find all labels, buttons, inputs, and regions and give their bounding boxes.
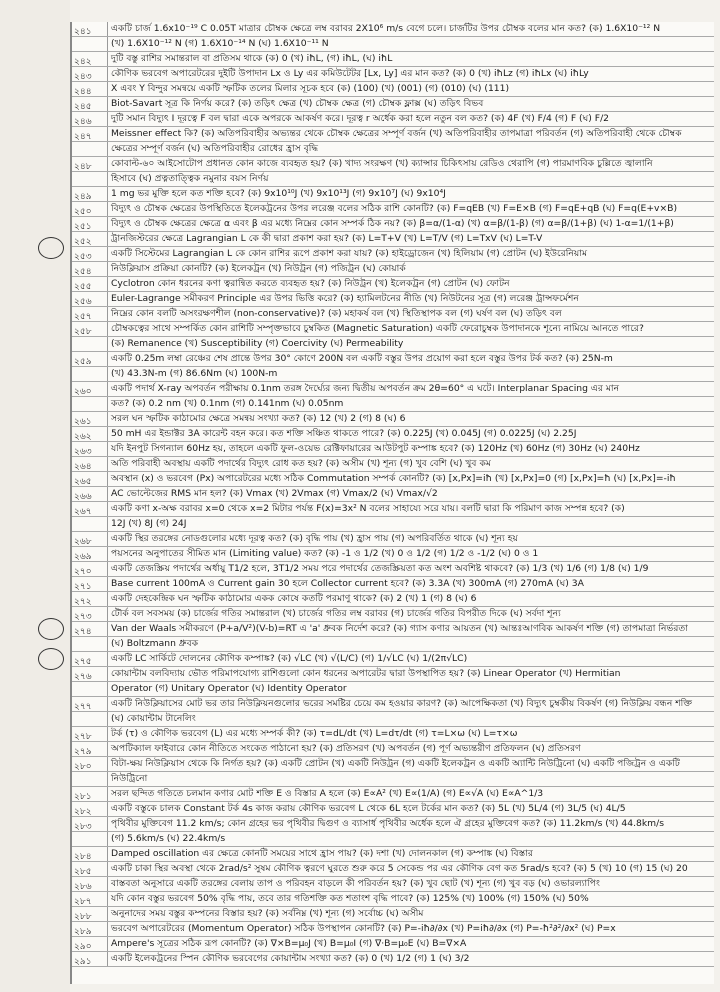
question-number <box>72 337 108 351</box>
question-row <box>72 412 714 427</box>
question-row <box>72 802 714 817</box>
question-text: নিম্নের কোন বলটি অসংরক্ষণশীল (non-conservative)? (ক) মহাকর্ষ বল (খ) স্থিতিস্থাপক বল (গ) ঘর্ষণ বল (ঘ) তড়িৎ বল <box>111 308 562 319</box>
question-text: ভরবেগ অপারেটরের (Momentum Operator) সঠিক উপস্থাপন কোনটি? (ক) P=-iħ∂/∂x (খ) P=iħ∂/∂x (গ) P=-ħ²∂²/∂x² (ঘ) P=x <box>111 923 616 934</box>
question-row <box>72 547 714 562</box>
question-row <box>72 517 714 532</box>
question-number: ২৪৩ <box>72 67 108 81</box>
question-number: ২৭১ <box>72 577 108 591</box>
question-row <box>72 307 714 322</box>
question-number: ২৬৮ <box>72 532 108 546</box>
question-row <box>72 157 714 172</box>
question-number: ২৮৫ <box>72 862 108 876</box>
question-text: 12J (খ) 8J (গ) 24J <box>111 518 187 529</box>
question-text: (গ) 5.6km/s (ঘ) 22.4km/s <box>111 833 226 844</box>
question-number: ২৮৩ <box>72 817 108 831</box>
question-number: ২৬৬ <box>72 487 108 501</box>
question-text: Damped oscillation এর ক্ষেত্রে কোনটি সময়ের সাথে হ্রাস পায়? (ক) দশা (খ) দোলনকাল (গ) কম্পাঙ্ক (ঘ) বিস্তার <box>111 848 533 859</box>
margin-mark-circle <box>38 648 64 670</box>
margin-mark-circle <box>38 618 64 640</box>
question-text: টৌর্ক বল সবসময় (ক) চার্জের গতির সমান্তরাল (খ) চার্জের গতির লম্ব বরাবর (গ) চার্জের গতির বিপরীত দিকে (ঘ) সর্বদা শূন্য <box>111 608 561 619</box>
question-row <box>72 382 714 397</box>
question-row <box>72 52 714 67</box>
question-text: হিসাবে (ঘ) প্রত্নতাত্ত্বিক নমুনার বয়স নির্ণয় <box>111 173 269 184</box>
question-number <box>72 367 108 381</box>
question-text: (ক) Remanence (খ) Susceptibility (গ) Coercivity (ঘ) Permeability <box>111 338 404 349</box>
question-row <box>72 862 714 877</box>
question-row <box>72 877 714 892</box>
question-text: সরল ছন্দিত গতিতে চলমান কণার মোট শক্তি E ও বিস্তার A হলে (ক) E∝A² (খ) E∝(1/A) (গ) E∝√A (ঘ) E∝A^1/3 <box>111 788 544 799</box>
question-text: সরল ঘন স্ফটিক কাঠামোর ক্ষেত্রে সমন্বয় সংখ্যা কত? (ক) 12 (খ) 2 (গ) 8 (ঘ) 6 <box>111 413 406 424</box>
question-number: ২৫৪ <box>72 262 108 276</box>
question-number: ২৭৮ <box>72 727 108 741</box>
question-row <box>72 22 714 37</box>
question-row <box>72 907 714 922</box>
question-number: ২৮০ <box>72 757 108 771</box>
question-number: ২৮৪ <box>72 847 108 861</box>
question-text: অবস্থান (x) ও ভরবেগ (Px) অপারেটরের মধ্যে সঠিক Commutation সম্পর্ক কোনটি? (ক) [x,Px]=iħ (খ) [x,Px]=0 (গ) [x,Px]=ħ (ঘ) [x,Px]=-iħ <box>111 473 676 484</box>
question-text: বিদ্যুৎ ও চৌম্বক ক্ষেত্রের ক্ষেত্রে α এবং β এর মধ্যে নিম্নের কোন সম্পর্ক ঠিক নয়? (ক) β=α/(1-α) (খ) α=β/(1-β) (গ) α=β/(1+β) (ঘ) 1-α=1/(1+β) <box>111 218 674 229</box>
question-text: একটি বস্তুকে চালক Constant টর্ক 4s কাজ করায় কৌণিক ভরবেগ L থেকে 6L হলে টর্কের মান কত? (ক) 5L (খ) 5L/4 (গ) 3L/5 (ঘ) 4L/5 <box>111 803 626 814</box>
question-row <box>72 817 714 832</box>
question-row <box>72 757 714 772</box>
question-number: ২৫৭ <box>72 307 108 321</box>
question-text: কোয়ান্টাম বলবিদ্যায় ভৌত পরিমাপযোগ্য রাশিগুলো কোন ধরনের অপারেটর দ্বারা উপস্থাপিত হয়? (ক) Linear Operator (খ) Hermitian <box>111 668 621 679</box>
question-number: ২৮২ <box>72 802 108 816</box>
question-row <box>72 67 714 82</box>
question-number: ২৭৬ <box>72 667 108 681</box>
question-row <box>72 652 714 667</box>
question-text: (খ) 1.6X10⁻¹² N (গ) 1.6X10⁻¹⁴ N (ঘ) 1.6X10⁻¹¹ N <box>111 38 329 49</box>
question-text: একটি তেজস্ক্রিয় পদার্থের অর্ধায়ু T1/2 হলে, 3T1/2 সময় পরে পদার্থের তেজস্ক্রিয়তা কত অংশ অবশিষ্ট থাকবে? (ক) 1/3 (খ) 1/6 (গ) 1/8 (ঘ) 1/9 <box>111 563 649 574</box>
question-number: ২৪৯ <box>72 187 108 201</box>
question-text: Ampere's সূত্রের সঠিক রূপ কোনটি? (ক) ∇×B=μ₀J (খ) B=μ₀I (গ) ∇·B=μ₀E (ঘ) B=∇×A <box>111 938 467 949</box>
question-number: ২৭৩ <box>72 607 108 621</box>
question-row <box>72 937 714 952</box>
question-text: Meissner effect কি? (ক) অতিপরিবাহীর অভ্যন্তর থেকে চৌম্বক ক্ষেত্রের সম্পূর্ণ বর্জন (খ) অতিপরিবাহীর তাপমাত্রা পরিবর্তন (গ) অতিপরিবাহী থেকে চৌম্বক <box>111 128 682 139</box>
question-row <box>72 727 714 742</box>
question-number: ২৬২ <box>72 427 108 441</box>
question-text: একটি 0.25m লম্বা রেঞ্চের শেষ প্রান্তে উপর 30° কোণে 200N বল একটি বস্তুর উপর প্রয়োগ করা হলে বস্তুর উপর টর্ক কত? (ক) 25N-m <box>111 353 613 364</box>
question-number: ২৬৯ <box>72 547 108 561</box>
question-number: ২৫৯ <box>72 352 108 366</box>
question-sheet <box>70 22 714 984</box>
question-text: একটি নিউক্লিয়াসের মোট ভর তার নিউক্লিয়নগুলোর ভরের সমষ্টির চেয়ে কম হওয়ার কারণ? (ক) আপেক্ষিকতা (খ) বিদ্যুৎ চুম্বকীয় বিকর্ষণ (গ) নিউক্লিয় বন্ধন শক্তি <box>111 698 693 709</box>
question-row <box>72 637 714 652</box>
question-number: ২৫১ <box>72 217 108 231</box>
question-number: ২৯১ <box>72 952 108 966</box>
question-text: (ঘ) Boltzmann ধ্রুবক <box>111 638 199 649</box>
question-text: পৃথিবীর মুক্তিবেগ 11.2 km/s; কোন গ্রহের ভর পৃথিবীর দ্বিগুণ ও ব্যাসার্ধ পৃথিবীর অর্ধেক হলে ঐ গ্রহের মুক্তিবেগ কত? (ক) 11.2km/s (খ) 44.8km/s <box>111 818 665 829</box>
question-row <box>72 622 714 637</box>
question-row <box>72 667 714 682</box>
question-row <box>72 202 714 217</box>
question-row <box>72 367 714 382</box>
question-row <box>72 262 714 277</box>
question-text: পয়সনের অনুপাতের সীমিত মান (Limiting value) কত? (ক) -1 ও 1/2 (খ) 0 ও 1/2 (গ) 1/2 ও -1/2 (ঘ) 0 ও 1 <box>111 548 539 559</box>
question-text: একটি ইলেকট্রনের স্পিন কৌণিক ভরবেগের কোয়ান্টাম সংখ্যা কত? (ক) 0 (খ) 1/2 (গ) 1 (ঘ) 3/2 <box>111 953 470 964</box>
question-text: একটি চার্জ 1.6x10⁻¹⁹ C 0.05T মাত্রার চৌম্বক ক্ষেত্রে লম্ব বরাবর 2X10⁶ m/s বেগে চলে। চার্জটির উপর চৌম্বক বলের মান কত? (ক) 1.6X10⁻¹² N <box>111 23 661 34</box>
question-text: বিটা-ক্ষয় নিউক্লিয়াস থেকে কি নির্গত হয়? (ক) একটি প্রোটন (খ) একটি নিউট্রন (গ) একটি ইলেকট্রন ও একটি অ্যান্টি নিউট্রিনো (ঘ) একটি পজিট্রন ও একটি <box>111 758 680 769</box>
question-row <box>72 322 714 337</box>
question-text: (ঘ) কোয়ান্টাম টানেলিং <box>111 713 196 724</box>
question-number: ২৭৫ <box>72 652 108 666</box>
question-row <box>72 247 714 262</box>
question-number: ২৬৩ <box>72 442 108 456</box>
question-row <box>72 352 714 367</box>
question-text: বিদ্যুৎ ও চৌম্বক ক্ষেত্রের উপস্থিতিতে ইলেকট্রনের উপর লরেঞ্জ বলের সঠিক রাশি কোনটি? (ক) F=qEB (খ) F=E×B (গ) F=qE+qB (ঘ) F=q(E+v×B) <box>111 203 678 214</box>
margin-mark-circle <box>38 237 64 259</box>
question-text: যদি ইনপুট সিগন্যাল 60Hz হয়, তাহলে একটি ফুল-ওয়েভ রেক্টিফায়ারের আউটপুট কম্পাঙ্ক হবে? (ক) 120Hz (খ) 60Hz (গ) 30Hz (ঘ) 240Hz <box>111 443 640 454</box>
question-number <box>72 637 108 651</box>
question-text: অপটিক্যাল ফাইবারে কোন নীতিতে সংকেত পাঠানো হয়? (ক) প্রতিসরণ (খ) অপবর্তন (গ) পূর্ণ অভ্যন্তরীণ প্রতিফলন (ঘ) প্রতিসরণ <box>111 743 581 754</box>
question-text: Base current 100mA ও Current gain 30 হলে Collector current হবে? (ক) 3.3A (খ) 300mA (গ) 270mA (ঘ) 3A <box>111 578 584 589</box>
question-text: Operator (গ) Unitary Operator (ঘ) Identity Operator <box>111 683 347 694</box>
question-number: ২৭৪ <box>72 622 108 636</box>
question-row <box>72 772 714 787</box>
question-number <box>72 37 108 51</box>
question-text: একটি কণা x-অক্ষ বরাবর x=0 থেকে x=2 মিটার পর্যন্ত F(x)=3x² N বলের সাহায্যে সরে যায়। বলটি দ্বারা কি পরিমাণ কাজ সম্পন্ন হবে? (ক) <box>111 503 625 514</box>
question-row <box>72 682 714 697</box>
question-text: ট্রানজিস্টরের ক্ষেত্রে Lagrangian L কে কী দ্বারা প্রকাশ করা হয়? (ক) L=T+V (খ) L=T/V (গ) L=TxV (ঘ) L=T-V <box>111 233 543 244</box>
question-number: ২৫৩ <box>72 247 108 261</box>
question-text: একটি দেহকেন্দ্রিক ঘন স্ফটিক কাঠামোর একক কোষে কতটি পরমাণু থাকে? (ক) 2 (খ) 1 (গ) 8 (ঘ) 6 <box>111 593 477 604</box>
question-text: Van der Waals সমীকরণে (P+a/V²)(V-b)=RT এ 'a' ধ্রুবক নির্দেশ করে? (ক) গ্যাস কণার আয়তন (খ) আন্তঃআণবিক আকর্ষণ শক্তি (গ) তাপমাত্রা নির্ভরতা <box>111 623 688 634</box>
question-text: একটি স্থির তরঙ্গের নোডগুলোর মধ্যে দূরত্ব কত? (ক) বৃদ্ধি পায় (খ) হ্রাস পায় (গ) অপরিবর্তিত থাকে (ঘ) শূন্য হয় <box>111 533 518 544</box>
question-row <box>72 697 714 712</box>
question-number: ২৭০ <box>72 562 108 576</box>
question-row <box>72 892 714 907</box>
question-number: ২৪৭ <box>72 127 108 141</box>
page-margin <box>0 0 70 992</box>
question-text: কত? (ক) 0.2 nm (খ) 0.1nm (গ) 0.141nm (ঘ) 0.05nm <box>111 398 344 409</box>
question-number: ২৬৫ <box>72 472 108 486</box>
question-row <box>72 112 714 127</box>
question-number <box>72 142 108 156</box>
question-row <box>72 502 714 517</box>
question-number: ২৫৬ <box>72 292 108 306</box>
question-row <box>72 292 714 307</box>
question-text: Cyclotron কোন ধরনের কণা ত্বরান্বিত করতে ব্যবহৃত হয়? (ক) নিউট্রন (খ) ইলেকট্রন (গ) প্রোটন (ঘ) ফোটন <box>111 278 510 289</box>
question-number: ২৪৪ <box>72 82 108 96</box>
question-number <box>72 772 108 786</box>
question-row <box>72 847 714 862</box>
question-text: X এবং Y বিন্দুর সমন্বয়ে একটি স্ফটিক তলের মিলার সূচক হবে (ক) (100) (খ) (001) (গ) (010) (ঘ) (111) <box>111 83 510 94</box>
question-number: ২৪৫ <box>72 97 108 111</box>
question-number <box>72 682 108 696</box>
question-text: একটি LC সার্কিটে দোলনের কৌণিক কম্পাঙ্ক? (ক) √LC (খ) √(L/C) (গ) 1/√LC (ঘ) 1/(2π√LC) <box>111 653 468 664</box>
question-row <box>72 607 714 622</box>
question-row <box>72 742 714 757</box>
question-number: ২৬৭ <box>72 502 108 516</box>
question-number: ২৮৯ <box>72 922 108 936</box>
question-text: অতি পরিবাহী অবস্থায় একটি পদার্থের বিদ্যুৎ রোধ কত হয়? (ক) অসীম (খ) শূন্য (গ) খুব বেশি (ঘ) খুব কম <box>111 458 491 469</box>
question-row <box>72 142 714 157</box>
question-row <box>72 787 714 802</box>
question-number: ২৭২ <box>72 592 108 606</box>
question-row <box>72 832 714 847</box>
question-number <box>72 172 108 186</box>
question-text: একটি চাকা স্থির অবস্থা থেকে 2rad/s² সুষম কৌণিক ত্বরণে ঘুরতে শুরু করে 5 সেকেন্ড পর এর কৌণিক বেগ কত 5rad/s হবে? (ক) 5 (খ) 10 (গ) 15 (ঘ) 20 <box>111 863 688 874</box>
question-text: একটি সিস্টেমের Lagrangian L কে কোন রাশির রূপে প্রকাশ করা যায়? (ক) হাইড্রোজেন (খ) হিলিয়াম (গ) প্রোটন (ঘ) ইউরেনিয়াম <box>111 248 588 259</box>
question-number: ২৫০ <box>72 202 108 216</box>
question-row <box>72 442 714 457</box>
question-text: দুটি সমান বিদ্যুৎ I দূরত্বে F বল দ্বারা একে অপরকে আকর্ষণ করে। দূরত্ব r অর্ধেক করা হলে নতুন বল কত? (ক) 4F (খ) F/4 (গ) F (ঘ) F/2 <box>111 113 610 124</box>
question-text: বাস্তবতা অনুসারে একটি তরঙ্গের বেলায় তাপ ও পরিবহন বাড়লে কী পরিবর্তন হয়? (ক) খুব ছোট (খ) শূন্য (গ) খুব বড় (ঘ) ওভারল্যাপিং <box>111 878 600 889</box>
question-number: ২৪৬ <box>72 112 108 126</box>
question-number: ২৭৭ <box>72 697 108 711</box>
question-number: ২৮৬ <box>72 877 108 891</box>
question-number: ২৬৪ <box>72 457 108 471</box>
question-number: ২৮১ <box>72 787 108 801</box>
question-number <box>72 712 108 726</box>
question-number: ২৮৭ <box>72 892 108 906</box>
question-number: ২৪৮ <box>72 157 108 171</box>
question-row <box>72 277 714 292</box>
question-number: ২৮৮ <box>72 907 108 921</box>
question-row <box>72 712 714 727</box>
question-text: টর্ক (τ) ও কৌণিক ভরবেগ (L) এর মধ্যে সম্পর্ক কী? (ক) τ=dL/dt (খ) L=dτ/dt (গ) τ=L×ω (ঘ) L=τ×ω <box>111 728 518 739</box>
question-text: চৌম্বকত্বের সাথে সম্পর্কিত কোন রাশিটি সম্পৃক্তভাবে চুম্বকিত (Magnetic Saturation) একটি ফেরোচুম্বক উপাদানকে শূন্যে নামিয়ে আনতে পারে? <box>111 323 644 334</box>
question-row <box>72 37 714 52</box>
question-text: ক্ষেত্রের সম্পূর্ণ বর্জন (ঘ) অতিপরিবাহীর রোধের হ্রাস বৃদ্ধি <box>111 143 319 154</box>
question-number: ২৯০ <box>72 937 108 951</box>
question-text: 1 mg ভর মুক্তি হলে কত শক্তি হবে? (ক) 9x10¹⁰J (খ) 9x10¹³J (গ) 9x10⁷J (ঘ) 9x10⁴J <box>111 188 446 199</box>
question-row <box>72 472 714 487</box>
question-number: ২৬০ <box>72 382 108 396</box>
question-row <box>72 187 714 202</box>
question-text: Euler-Lagrange সমীকরণ Principle এর উপর ভিত্তি করে? (ক) হ্যামিলটনের নীতি (খ) নিউটনের সূত্র (গ) লরেঞ্জ ট্রান্সফর্মেশন <box>111 293 579 304</box>
question-row <box>72 172 714 187</box>
question-row <box>72 952 714 967</box>
question-text: দুটি বস্তু রাশির সমান্তরাল বা প্রতিসম থাকে (ক) 0 (খ) iħL, (গ) iħL, (ঘ) iħL <box>111 53 393 64</box>
question-number <box>72 517 108 531</box>
question-row <box>72 397 714 412</box>
question-text: AC ভোল্টেজের RMS মান হল? (ক) Vmax (খ) 2Vmax (গ) Vmax/2 (ঘ) Vmax/√2 <box>111 488 438 499</box>
question-number: ২৫২ <box>72 232 108 246</box>
question-text: (খ) 43.3N-m (গ) 86.6Nm (ঘ) 100N-m <box>111 368 278 379</box>
question-text: অনুনাদের সময় বস্তুর কম্পনের বিস্তার হয়? (ক) সর্বনিম্ন (খ) শূন্য (গ) সর্বোচ্চ (ঘ) অসীম <box>111 908 424 919</box>
question-text: 50 mH এর ইন্ডাক্টর 3A কারেন্ট বহন করে। কত শক্তি সঞ্চিত থাকতে পারে? (ক) 0.225J (খ) 0.045J (গ) 0.0225J (ঘ) 2.25J <box>111 428 577 439</box>
question-row <box>72 337 714 352</box>
question-number: ২৪২ <box>72 52 108 66</box>
question-text: কোবাল্ট-৬০ আইসোটোপ প্রধানত কোন কাজে ব্যবহৃত হয়? (ক) খাদ্য সংরক্ষণ (খ) ক্যান্সার চিকিৎসায় রেডিও থেরাপি (গ) পারমাণবিক চুল্লিতে জ্বালানি <box>111 158 653 169</box>
question-row <box>72 82 714 97</box>
question-number <box>72 832 108 846</box>
question-number: ২৫৮ <box>72 322 108 336</box>
question-row <box>72 97 714 112</box>
question-number: ২৭৯ <box>72 742 108 756</box>
question-row <box>72 427 714 442</box>
question-row <box>72 577 714 592</box>
question-number <box>72 397 108 411</box>
question-number: ২৫৫ <box>72 277 108 291</box>
question-row <box>72 457 714 472</box>
question-text: নিউক্লিয়াস প্রক্রিয়া কোনটি? (ক) ইলেকট্রন (খ) নিউট্রন (গ) পজিট্রন (ঘ) কোয়ার্ক <box>111 263 406 274</box>
question-text: কৌণিক ভরবেগ অপারেটরের দুইটি উপাদান Lx ও Ly এর কমিউটেটর [Lx, Ly] এর মান কত? (ক) 0 (খ) iħLz (গ) iħLx (ঘ) iħLy <box>111 68 589 79</box>
question-number: ২৬১ <box>72 412 108 426</box>
question-row <box>72 562 714 577</box>
question-text: যদি কোন বস্তুর ভরবেগ 50% বৃদ্ধি পায়, তবে তার গতিশক্তি কত শতাংশ বৃদ্ধি পাবে? (ক) 125% (খ) 100% (গ) 150% (ঘ) 50% <box>111 893 589 904</box>
question-text: Biot-Savart সূত্র কি নির্ণয় করে? (ক) তড়িৎ ক্ষেত্র (খ) চৌম্বক ক্ষেত্র (গ) চৌম্বক ফ্লাক্স (ঘ) তড়িৎ বিভব <box>111 98 484 109</box>
question-row <box>72 922 714 937</box>
question-row <box>72 487 714 502</box>
question-row <box>72 127 714 142</box>
question-text: নিউট্রিনো <box>111 773 148 784</box>
question-row <box>72 232 714 247</box>
question-row <box>72 592 714 607</box>
question-row <box>72 217 714 232</box>
question-number: ২৪১ <box>72 22 108 36</box>
question-text: একটি পদার্থ X-ray অপবর্তন পরীক্ষায় 0.1nm তরঙ্গ দৈর্ঘ্যের জন্য দ্বিতীয় অপবর্তন ক্রম 2θ=60° এ ঘটে। Interplanar Spacing এর মান <box>111 383 620 394</box>
question-row <box>72 532 714 547</box>
